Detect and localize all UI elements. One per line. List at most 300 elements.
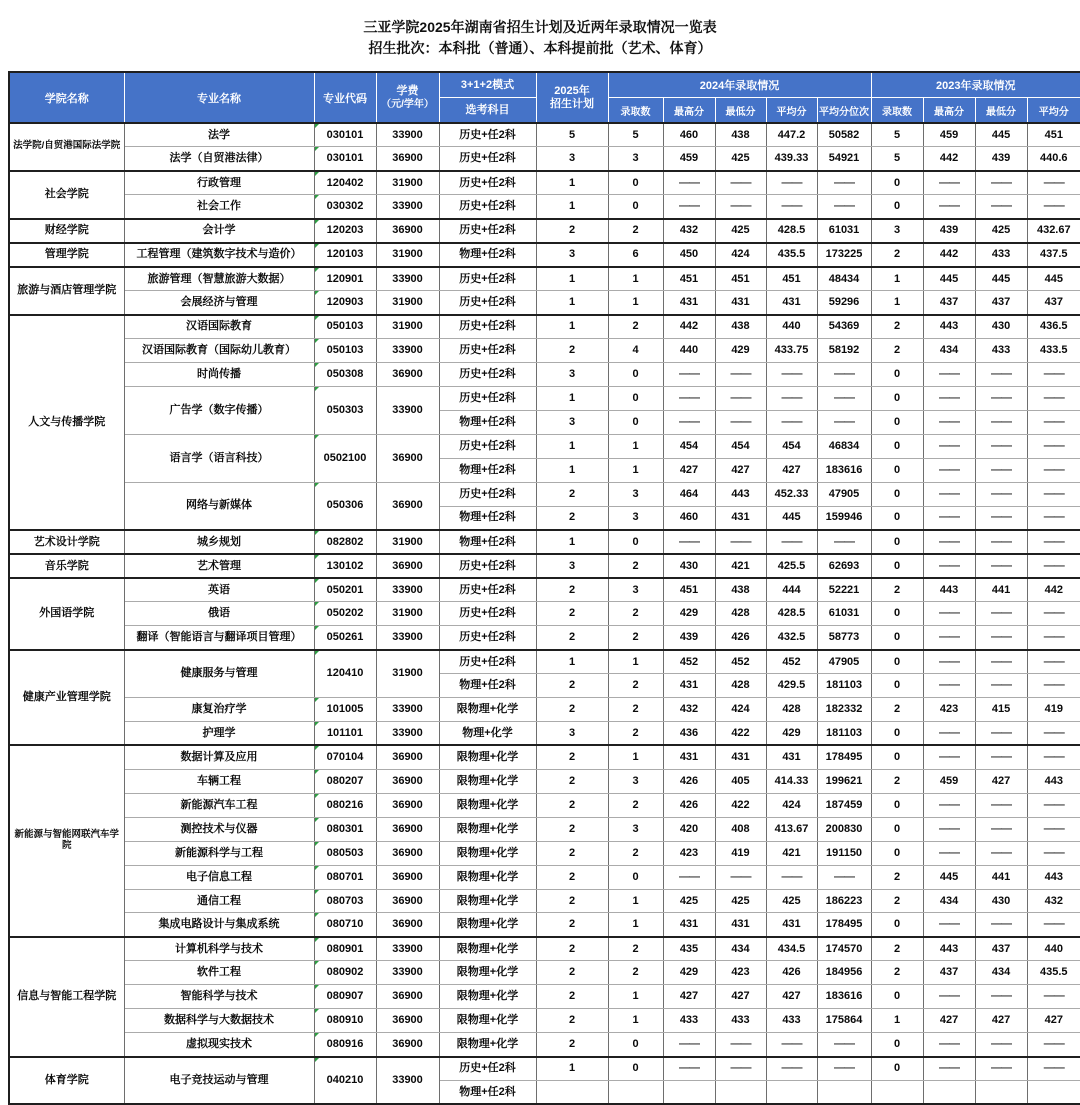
stat-2023-count: 0: [871, 171, 923, 195]
stat-2024-min: 429: [715, 338, 766, 362]
plan-2025-cell: [536, 1081, 608, 1105]
no-data-dash: ——: [1043, 511, 1064, 524]
subject-cell: 限物理+化学: [439, 1033, 536, 1057]
no-data-dash: ——: [939, 607, 960, 620]
stat-2023-max: 442: [923, 243, 975, 267]
stat-2024-count: 2: [608, 698, 663, 722]
stat-2024-max: 442: [663, 315, 715, 339]
plan-2025-cell: 1: [536, 171, 608, 195]
stat-2023-avg: 440.6: [1027, 147, 1080, 171]
plan-2025-cell: 1: [536, 315, 608, 339]
stat-2024-avgrank: 184956: [817, 961, 871, 985]
stat-2024-max: 429: [663, 961, 715, 985]
table-row: [9, 1009, 1080, 1033]
plan-2025-cell: 1: [536, 291, 608, 315]
stat-2023-avg: [1027, 171, 1080, 195]
no-data-dash: ——: [1043, 1062, 1064, 1075]
stat-2024-avgrank: 59296: [817, 291, 871, 315]
stat-2024-max: 440: [663, 338, 715, 362]
stat-2024-min: 423: [715, 961, 766, 985]
major-cell: 汉语国际教育: [124, 315, 314, 339]
stat-2024-avg: 414.33: [766, 769, 817, 793]
no-data-dash: ——: [939, 655, 960, 668]
stat-2023-avg: 433.5: [1027, 338, 1080, 362]
stat-2023-max: [923, 1033, 975, 1057]
stat-2024-avgrank: 178495: [817, 913, 871, 937]
table-row: [9, 362, 1080, 386]
stat-2024-max: 432: [663, 219, 715, 243]
code-cell: 120901: [314, 267, 376, 291]
college-cell: 管理学院: [9, 243, 124, 267]
fee-cell: 36900: [376, 793, 439, 817]
plan-2025-cell: 2: [536, 913, 608, 937]
no-data-dash: ——: [834, 415, 854, 428]
major-cell: 电子信息工程: [124, 865, 314, 889]
stat-2024-count: 1: [608, 267, 663, 291]
stat-2024-max: 432: [663, 698, 715, 722]
major-cell: 社会工作: [124, 195, 314, 219]
stat-2023-count: 0: [871, 793, 923, 817]
stat-2023-min: 437: [975, 937, 1027, 961]
stat-2024-count: 3: [608, 147, 663, 171]
major-cell: 广告学（数字传播）: [124, 386, 314, 434]
stat-2024-max: [663, 410, 715, 434]
stat-2024-avgrank: 187459: [817, 793, 871, 817]
stat-2023-min: [975, 650, 1027, 674]
stat-2024-avgrank: [817, 386, 871, 410]
no-data-dash: ——: [781, 415, 802, 428]
stat-2023-avg: [1027, 410, 1080, 434]
subject-cell: 限物理+化学: [439, 1009, 536, 1033]
no-data-dash: ——: [1043, 415, 1064, 428]
stat-2024-count: 1: [608, 889, 663, 913]
stat-2024-avg: 447.2: [766, 123, 817, 147]
code-cell: 080901: [314, 937, 376, 961]
stat-2024-max: 459: [663, 147, 715, 171]
stat-2024-max: 420: [663, 817, 715, 841]
stat-2023-count: 0: [871, 530, 923, 554]
stat-2023-count: 5: [871, 147, 923, 171]
stat-2024-avgrank: 52221: [817, 578, 871, 602]
stat-2023-max: [923, 626, 975, 650]
fee-cell: 36900: [376, 1033, 439, 1057]
stat-2024-count: 1: [608, 458, 663, 482]
subject-cell: 物理+任2科: [439, 530, 536, 554]
stat-2024-max: 460: [663, 506, 715, 530]
stat-2023-count: 0: [871, 841, 923, 865]
stat-2023-min: [975, 626, 1027, 650]
fee-cell: 36900: [376, 769, 439, 793]
no-data-dash: ——: [939, 535, 960, 548]
stat-2024-avg: [766, 1057, 817, 1081]
subject-cell: 历史+任2科: [439, 434, 536, 458]
fee-cell: 33900: [376, 1057, 439, 1105]
stat-2023-avg: [1027, 530, 1080, 554]
fee-cell: 33900: [376, 195, 439, 219]
major-cell: 时尚传播: [124, 362, 314, 386]
stat-2023-avg: 427: [1027, 1009, 1080, 1033]
stat-2023-avg: [1027, 362, 1080, 386]
stat-2023-count: 0: [871, 602, 923, 626]
stat-2024-count: 3: [608, 482, 663, 506]
table-row: [9, 721, 1080, 745]
major-cell: 健康服务与管理: [124, 650, 314, 698]
fee-cell: 31900: [376, 650, 439, 698]
plan-2025-cell: 1: [536, 1057, 608, 1081]
stat-2024-count: 3: [608, 578, 663, 602]
subject-cell: 历史+任2科: [439, 626, 536, 650]
stat-2024-max: 429: [663, 602, 715, 626]
plan-2025-cell: 3: [536, 362, 608, 386]
no-data-dash: ——: [939, 726, 960, 739]
table-row: [9, 937, 1080, 961]
stat-2023-avg: [1027, 721, 1080, 745]
stat-2024-avg: [766, 362, 817, 386]
major-cell: 会计学: [124, 219, 314, 243]
stat-2024-max: 451: [663, 578, 715, 602]
stat-2023-max: 445: [923, 865, 975, 889]
stat-2023-count: 0: [871, 362, 923, 386]
stat-2023-max: [923, 482, 975, 506]
col-header-2023-max: 最高分: [923, 98, 975, 124]
stat-2023-min: 433: [975, 243, 1027, 267]
stat-2024-count: 0: [608, 1057, 663, 1081]
stat-2023-min: [975, 362, 1027, 386]
fee-cell: 33900: [376, 267, 439, 291]
stat-2024-avgrank: 181103: [817, 721, 871, 745]
no-data-dash: ——: [939, 990, 960, 1003]
stat-2023-avg: 443: [1027, 865, 1080, 889]
stat-2024-count: 2: [608, 602, 663, 626]
stat-2024-avg: 425: [766, 889, 817, 913]
no-data-dash: ——: [939, 798, 960, 811]
no-data-dash: ——: [991, 918, 1012, 931]
stat-2024-count: 2: [608, 841, 663, 865]
stat-2023-count: 0: [871, 745, 923, 769]
plan-2025-cell: 2: [536, 769, 608, 793]
stat-2023-max: 434: [923, 889, 975, 913]
stat-2023-min: [975, 793, 1027, 817]
no-data-dash: ——: [939, 822, 960, 835]
stat-2023-min: [975, 674, 1027, 698]
stat-2024-min: [715, 530, 766, 554]
stat-2023-avg: [1027, 195, 1080, 219]
stat-2023-max: [923, 721, 975, 745]
no-data-dash: ——: [730, 368, 751, 381]
fee-cell: 33900: [376, 721, 439, 745]
no-data-dash: ——: [730, 415, 751, 428]
stat-2024-avgrank: 199621: [817, 769, 871, 793]
stat-2023-avg: 437: [1027, 291, 1080, 315]
major-cell: 康复治疗学: [124, 698, 314, 722]
no-data-dash: ——: [1043, 463, 1064, 476]
plan-2025-cell: 1: [536, 267, 608, 291]
no-data-dash: ——: [1043, 559, 1064, 572]
stat-2023-count: 1: [871, 291, 923, 315]
col-header-2024-count: 录取数: [608, 98, 663, 124]
stat-2023-count: 0: [871, 985, 923, 1009]
stat-2024-count: 0: [608, 195, 663, 219]
plan-2025-cell: 2: [536, 506, 608, 530]
stat-2023-min: 445: [975, 123, 1027, 147]
stat-2024-count: 2: [608, 626, 663, 650]
college-cell: 艺术设计学院: [9, 530, 124, 554]
stat-2024-max: [663, 171, 715, 195]
no-data-dash: ——: [834, 391, 854, 404]
fee-cell: 31900: [376, 171, 439, 195]
stat-2024-avg: 440: [766, 315, 817, 339]
stat-2024-avgrank: 54921: [817, 147, 871, 171]
fee-cell: 33900: [376, 626, 439, 650]
stat-2023-max: 437: [923, 961, 975, 985]
no-data-dash: ——: [939, 391, 960, 404]
stat-2024-min: 427: [715, 458, 766, 482]
stat-2024-avgrank: 54369: [817, 315, 871, 339]
stat-2024-max: 450: [663, 243, 715, 267]
no-data-dash: ——: [939, 415, 960, 428]
col-header-2023-avg: 平均分: [1027, 98, 1080, 124]
no-data-dash: ——: [1043, 391, 1064, 404]
stat-2024-max: [663, 1057, 715, 1081]
college-cell: 外国语学院: [9, 578, 124, 650]
col-header-2024-avg: 平均分: [766, 98, 817, 124]
subject-cell: 历史+任2科: [439, 338, 536, 362]
stat-2023-avg: [1027, 674, 1080, 698]
no-data-dash: ——: [939, 1038, 960, 1051]
stat-2023-min: [975, 530, 1027, 554]
no-data-dash: ——: [939, 679, 960, 692]
subject-cell: 限物理+化学: [439, 937, 536, 961]
stat-2024-max: 435: [663, 937, 715, 961]
stat-2023-max: [923, 362, 975, 386]
plan-2025-cell: 2: [536, 674, 608, 698]
college-cell: 体育学院: [9, 1057, 124, 1105]
plan-2025-cell: 2: [536, 338, 608, 362]
fee-cell: 31900: [376, 602, 439, 626]
subject-cell: 历史+任2科: [439, 554, 536, 578]
college-cell: 新能源与智能网联汽车学院: [9, 745, 124, 937]
stat-2023-avg: [1027, 745, 1080, 769]
subject-cell: 物理+任2科: [439, 458, 536, 482]
subject-cell: 历史+任2科: [439, 291, 536, 315]
code-cell: 120103: [314, 243, 376, 267]
code-cell: 080216: [314, 793, 376, 817]
subject-cell: 历史+任2科: [439, 147, 536, 171]
no-data-dash: ——: [679, 200, 699, 213]
no-data-dash: ——: [1043, 726, 1064, 739]
no-data-dash: ——: [991, 391, 1012, 404]
stat-2023-min: 433: [975, 338, 1027, 362]
stat-2023-avg: [1027, 554, 1080, 578]
stat-2023-min: 430: [975, 315, 1027, 339]
stat-2023-max: [923, 171, 975, 195]
stat-2024-max: 464: [663, 482, 715, 506]
stat-2023-count: 0: [871, 506, 923, 530]
table-row: [9, 602, 1080, 626]
no-data-dash: ——: [781, 200, 802, 213]
no-data-dash: ——: [1043, 822, 1064, 835]
code-cell: 120203: [314, 219, 376, 243]
no-data-dash: ——: [1043, 200, 1064, 213]
stat-2023-count: 0: [871, 817, 923, 841]
stat-2024-avgrank: 181103: [817, 674, 871, 698]
subject-cell: 物理+化学: [439, 721, 536, 745]
stat-2024-min: 452: [715, 650, 766, 674]
stat-2023-min: [975, 745, 1027, 769]
no-data-dash: ——: [834, 200, 854, 213]
stat-2024-avgrank: 182332: [817, 698, 871, 722]
header-row-groups: [9, 72, 1080, 98]
major-cell: 智能科学与技术: [124, 985, 314, 1009]
page-title: 三亚学院2025年湖南省招生计划及近两年录取情况一览表: [363, 19, 717, 35]
stat-2024-max: 454: [663, 434, 715, 458]
stat-2023-count: 1: [871, 267, 923, 291]
stat-2023-count: 0: [871, 650, 923, 674]
fee-cell: 36900: [376, 147, 439, 171]
no-data-dash: ——: [991, 415, 1012, 428]
plan-2025-cell: 3: [536, 554, 608, 578]
plan-2025-cell: 2: [536, 889, 608, 913]
stat-2024-avg: [766, 530, 817, 554]
stat-2024-min: 405: [715, 769, 766, 793]
stat-2023-max: [923, 458, 975, 482]
plan-2025-cell: 2: [536, 961, 608, 985]
subject-cell: 限物理+化学: [439, 817, 536, 841]
stat-2023-avg: [1027, 458, 1080, 482]
fee-cell: 36900: [376, 985, 439, 1009]
code-cell: 030302: [314, 195, 376, 219]
stat-2023-count: 0: [871, 721, 923, 745]
stat-2024-min: [715, 386, 766, 410]
stat-2023-max: [923, 195, 975, 219]
plan-2025-cell: 1: [536, 195, 608, 219]
college-cell: 旅游与酒店管理学院: [9, 267, 124, 315]
stat-2023-count: 2: [871, 578, 923, 602]
stat-2024-count: 0: [608, 1033, 663, 1057]
subject-cell: 历史+任2科: [439, 482, 536, 506]
col-header-2024-min: 最低分: [715, 98, 766, 124]
stat-2024-min: 428: [715, 674, 766, 698]
stat-2024-avg: 451: [766, 267, 817, 291]
table-row: [9, 1057, 1080, 1081]
col-header-major: 专业名称: [124, 72, 314, 123]
stat-2024-min: 422: [715, 721, 766, 745]
major-cell: 会展经济与管理: [124, 291, 314, 315]
subject-cell: 限物理+化学: [439, 913, 536, 937]
no-data-dash: ——: [679, 176, 699, 189]
no-data-dash: ——: [834, 1038, 854, 1051]
code-cell: 080710: [314, 913, 376, 937]
fee-cell: 33900: [376, 698, 439, 722]
college-cell: 财经学院: [9, 219, 124, 243]
major-cell: 电子竞技运动与管理: [124, 1057, 314, 1105]
stat-2024-avg: 421: [766, 841, 817, 865]
stat-2024-avgrank: [817, 410, 871, 434]
fee-cell: 33900: [376, 578, 439, 602]
stat-2023-avg: 437.5: [1027, 243, 1080, 267]
table-row: [9, 985, 1080, 1009]
stat-2024-count: 2: [608, 793, 663, 817]
subject-cell: 历史+任2科: [439, 123, 536, 147]
stat-2023-max: 443: [923, 578, 975, 602]
code-cell: 080301: [314, 817, 376, 841]
stat-2024-count: 2: [608, 674, 663, 698]
table-row: [9, 554, 1080, 578]
stat-2023-count: 2: [871, 865, 923, 889]
major-cell: 新能源科学与工程: [124, 841, 314, 865]
stat-2023-avg: 443: [1027, 769, 1080, 793]
stat-2024-min: 443: [715, 482, 766, 506]
table-row: [9, 650, 1080, 674]
stat-2024-count: 5: [608, 123, 663, 147]
subject-cell: 历史+任2科: [439, 362, 536, 386]
code-cell: 080907: [314, 985, 376, 1009]
code-cell: 101101: [314, 721, 376, 745]
no-data-dash: ——: [991, 200, 1012, 213]
major-cell: 城乡规划: [124, 530, 314, 554]
subject-cell: 物理+任2科: [439, 674, 536, 698]
no-data-dash: ——: [991, 846, 1012, 859]
stat-2024-avgrank: [817, 1057, 871, 1081]
stat-2023-max: [923, 674, 975, 698]
major-cell: 通信工程: [124, 889, 314, 913]
code-cell: 050306: [314, 482, 376, 530]
stat-2024-avg: 429: [766, 721, 817, 745]
no-data-dash: ——: [939, 559, 960, 572]
plan-2025-cell: 1: [536, 458, 608, 482]
stat-2023-avg: [1027, 817, 1080, 841]
stat-2024-max: 451: [663, 267, 715, 291]
stat-2023-min: 427: [975, 1009, 1027, 1033]
table-row: [9, 315, 1080, 339]
table-row: [9, 386, 1080, 410]
subject-cell: 物理+任2科: [439, 243, 536, 267]
stat-2024-min: 434: [715, 937, 766, 961]
stat-2024-avg: [766, 171, 817, 195]
stat-2023-min: [975, 817, 1027, 841]
no-data-dash: ——: [730, 1038, 751, 1051]
stat-2024-min: [715, 410, 766, 434]
stat-2023-min: 445: [975, 267, 1027, 291]
stat-2023-avg: [1027, 793, 1080, 817]
major-cell: 英语: [124, 578, 314, 602]
no-data-dash: ——: [1043, 751, 1064, 764]
stat-2024-avgrank: [817, 1081, 871, 1105]
fee-cell: 36900: [376, 219, 439, 243]
stat-2023-min: 439: [975, 147, 1027, 171]
stat-2023-min: [975, 171, 1027, 195]
stat-2023-max: [923, 650, 975, 674]
code-cell: 030101: [314, 123, 376, 147]
plan-2025-cell: 2: [536, 937, 608, 961]
no-data-dash: ——: [679, 535, 699, 548]
no-data-dash: ——: [939, 368, 960, 381]
stat-2024-avg: 445: [766, 506, 817, 530]
no-data-dash: ——: [991, 368, 1012, 381]
stat-2024-max: 431: [663, 913, 715, 937]
col-header-2023-count: 录取数: [871, 98, 923, 124]
code-cell: 130102: [314, 554, 376, 578]
table-row: [9, 626, 1080, 650]
stat-2024-count: 4: [608, 338, 663, 362]
stat-2023-count: 5: [871, 123, 923, 147]
stat-2024-max: 430: [663, 554, 715, 578]
code-cell: 080701: [314, 865, 376, 889]
stat-2024-avg: 433: [766, 1009, 817, 1033]
plan-2025-cell: 2: [536, 985, 608, 1009]
stat-2024-count: 2: [608, 721, 663, 745]
no-data-dash: ——: [939, 918, 960, 931]
